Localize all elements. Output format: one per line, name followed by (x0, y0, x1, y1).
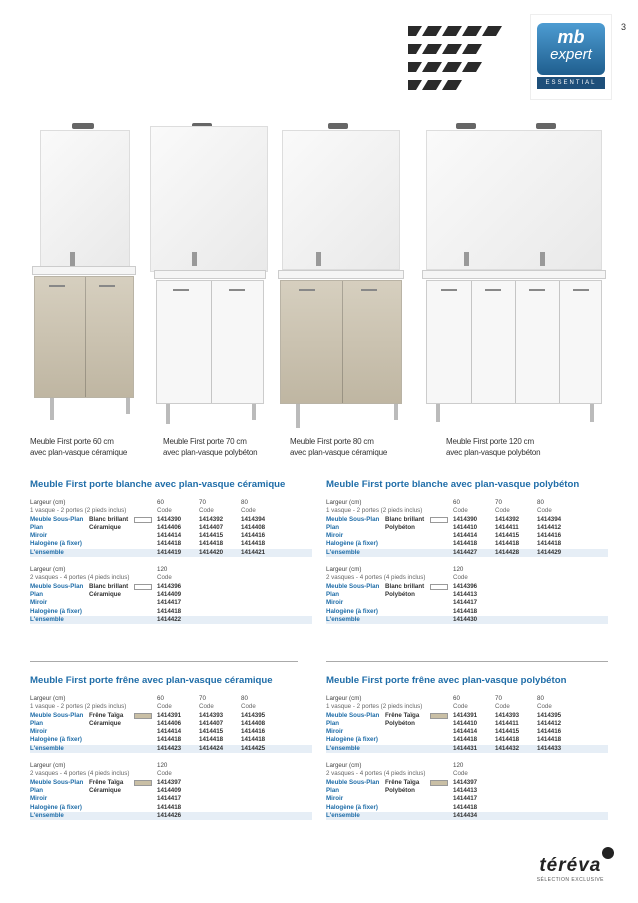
code-cell: 1414418 (453, 607, 478, 615)
tereva-tagline: SÉLECTION EXCLUSIVE (536, 877, 604, 883)
code-cell: 1414427 (453, 548, 478, 556)
section-title: Meuble First porte blanche avec plan-vasque céramique (30, 479, 286, 490)
largeur-label: Largeur (cm) (30, 695, 66, 702)
code-cell: 1414393 (495, 711, 520, 719)
code-cell: 1414418 (453, 540, 478, 548)
row-label: Plan (30, 786, 44, 794)
code-cell: 1414391 (157, 711, 182, 719)
code-cell: 1414412 (537, 719, 562, 727)
color-swatch (430, 584, 448, 590)
table-row (30, 795, 312, 803)
code-cell: 1414418 (199, 540, 224, 548)
caption-line1: Meuble First porte 60 cm (30, 437, 114, 446)
row-label: Miroir (30, 728, 48, 736)
code-label: Code (157, 703, 172, 711)
table-2-vasques (30, 762, 312, 820)
table-row-total (30, 812, 312, 820)
section-blanche-ceramique (30, 479, 312, 633)
color-swatch (430, 713, 448, 719)
divider (30, 661, 298, 662)
table-row (30, 591, 312, 599)
finish-label: Frêne Taïga (385, 778, 420, 786)
sub-label: 1 vasque - 2 portes (2 pieds inclus) (30, 703, 127, 711)
row-label: Meuble Sous-Plan (30, 515, 84, 523)
row-label: Plan (326, 590, 340, 598)
code-label: Code (199, 703, 214, 711)
code-cell: 1414418 (241, 736, 266, 744)
width-120: 120 (453, 566, 464, 574)
table-row-total (326, 745, 608, 753)
material-label: Polybéton (385, 786, 415, 794)
code-cell: 1414415 (495, 532, 520, 540)
code-label: Code (537, 703, 552, 711)
table-2-vasques (30, 566, 312, 624)
row-label: Halogène (à fixer) (30, 736, 82, 744)
color-swatch (134, 780, 152, 786)
code-label: Code (241, 507, 256, 515)
code-cell: 1414425 (241, 744, 266, 752)
table-row (30, 583, 312, 591)
table-2-vasques (326, 566, 608, 624)
table-2-vasques (326, 762, 608, 820)
material-label: Polybéton (385, 590, 415, 598)
finish-label: Blanc brillant (89, 515, 129, 523)
table-row (326, 720, 608, 728)
table-row-total (326, 549, 608, 557)
code-cell: 1414418 (157, 803, 182, 811)
row-label: Meuble Sous-Plan (326, 711, 380, 719)
row-label: Meuble Sous-Plan (30, 711, 84, 719)
color-swatch (430, 780, 448, 786)
row-label: Miroir (326, 532, 344, 540)
code-cell: 1414390 (157, 515, 182, 523)
code-cell: 1414417 (453, 599, 478, 607)
width-80: 80 (241, 499, 248, 506)
code-cell: 1414429 (537, 548, 562, 556)
code-cell: 1414417 (157, 599, 182, 607)
width-120: 120 (157, 566, 168, 574)
sub-label: 1 vasque - 2 portes (2 pieds inclus) (326, 703, 423, 711)
table-row (30, 787, 312, 795)
section-frene-polybeton (326, 675, 608, 829)
mb-expert-logo (530, 14, 612, 100)
table-row (326, 712, 608, 720)
logo-essential: ESSENTIAL (537, 77, 605, 89)
table-1-vasque (30, 695, 312, 753)
code-label: Code (453, 703, 468, 711)
code-cell: 1414397 (453, 778, 478, 786)
table-row (30, 779, 312, 787)
table-row (30, 728, 312, 736)
code-cell: 1414418 (537, 540, 562, 548)
sub-label: 2 vasques - 4 portes (4 pieds inclus) (326, 574, 426, 582)
row-label: Halogène (à fixer) (326, 540, 378, 548)
code-cell: 1414415 (495, 728, 520, 736)
row-label: L'ensemble (30, 548, 64, 556)
row-label: Halogène (à fixer) (30, 540, 82, 548)
table-row (30, 532, 312, 540)
code-cell: 1414426 (157, 811, 182, 819)
code-cell: 1414411 (495, 523, 519, 531)
code-label: Code (157, 770, 172, 778)
code-cell: 1414434 (453, 811, 478, 819)
divider (326, 661, 608, 662)
table-1-vasque (326, 499, 608, 557)
code-cell: 1414390 (453, 515, 478, 523)
code-cell: 1414396 (453, 582, 478, 590)
caption-70 (163, 436, 257, 458)
code-label: Code (157, 574, 172, 582)
code-cell: 1414393 (199, 711, 224, 719)
code-cell: 1414422 (157, 615, 182, 623)
finish-label: Frêne Taïga (89, 778, 124, 786)
width-80: 80 (241, 695, 248, 702)
row-label: Plan (326, 523, 340, 531)
code-cell: 1414407 (199, 523, 224, 531)
caption-line1: Meuble First porte 70 cm (163, 437, 247, 446)
table-row (326, 608, 608, 616)
code-cell: 1414416 (241, 532, 266, 540)
code-cell: 1414414 (453, 728, 478, 736)
row-label: L'ensemble (30, 811, 64, 819)
section-frene-ceramique (30, 675, 312, 829)
row-label: Miroir (326, 795, 344, 803)
code-label: Code (453, 507, 468, 515)
code-cell: 1414407 (199, 719, 224, 727)
code-cell: 1414392 (199, 515, 224, 523)
code-cell: 1414418 (241, 540, 266, 548)
table-row (30, 720, 312, 728)
table-row (326, 795, 608, 803)
row-label: L'ensemble (326, 811, 360, 819)
row-label: Plan (326, 786, 340, 794)
table-row (30, 712, 312, 720)
code-label: Code (453, 770, 468, 778)
material-label: Polybéton (385, 523, 415, 531)
row-label: Plan (326, 719, 340, 727)
material-label: Céramique (89, 590, 121, 598)
code-cell: 1414394 (241, 515, 266, 523)
width-60: 60 (157, 499, 164, 506)
code-cell: 1414397 (157, 778, 182, 786)
code-cell: 1414418 (453, 736, 478, 744)
section-blanche-polybeton (326, 479, 608, 633)
code-cell: 1414418 (537, 736, 562, 744)
table-row (326, 804, 608, 812)
caption-120 (446, 436, 540, 458)
color-swatch (134, 517, 152, 523)
caption-line2: avec plan-vasque polybéton (163, 448, 258, 457)
code-cell: 1414395 (241, 711, 266, 719)
product-image-70 (148, 120, 270, 420)
code-cell: 1414423 (157, 744, 182, 752)
code-cell: 1414417 (453, 795, 478, 803)
code-cell: 1414419 (157, 548, 182, 556)
table-row (30, 599, 312, 607)
table-row (30, 804, 312, 812)
code-cell: 1414410 (453, 719, 478, 727)
largeur-label: Largeur (cm) (326, 499, 362, 506)
finish-label: Frêne Taïga (89, 711, 124, 719)
width-120: 120 (157, 762, 168, 770)
code-cell: 1414418 (495, 736, 520, 744)
code-cell: 1414418 (157, 540, 182, 548)
code-cell: 1414411 (495, 719, 519, 727)
code-cell: 1414417 (157, 795, 182, 803)
width-120: 120 (453, 762, 464, 770)
width-70: 70 (495, 499, 502, 506)
code-label: Code (453, 574, 468, 582)
table-row (326, 779, 608, 787)
caption-line1: Meuble First porte 80 cm (290, 437, 374, 446)
color-swatch (134, 713, 152, 719)
code-cell: 1414431 (453, 744, 478, 752)
code-cell: 1414395 (537, 711, 562, 719)
width-60: 60 (157, 695, 164, 702)
code-label: Code (537, 507, 552, 515)
caption-line2: avec plan-vasque céramique (30, 448, 128, 457)
code-cell: 1414416 (537, 532, 562, 540)
color-swatch (430, 517, 448, 523)
row-label: L'ensemble (326, 548, 360, 556)
table-row-total (30, 745, 312, 753)
material-label: Polybéton (385, 719, 415, 727)
section-title: Meuble First porte frêne avec plan-vasque céramique (30, 675, 273, 686)
table-1-vasque (30, 499, 312, 557)
sub-label: 2 vasques - 4 portes (4 pieds inclus) (326, 770, 426, 778)
row-label: Plan (30, 590, 44, 598)
code-cell: 1414418 (157, 607, 182, 615)
width-60: 60 (453, 499, 460, 506)
chevron-pattern-icon (408, 26, 526, 90)
row-label: Halogène (à fixer) (30, 803, 82, 811)
sub-label: 2 vasques - 4 portes (4 pieds inclus) (30, 770, 130, 778)
row-label: L'ensemble (326, 615, 360, 623)
row-label: Halogène (à fixer) (30, 607, 82, 615)
row-label: L'ensemble (30, 615, 64, 623)
table-row-total (326, 812, 608, 820)
code-cell: 1414414 (453, 532, 478, 540)
table-row (326, 599, 608, 607)
code-cell: 1414418 (199, 736, 224, 744)
finish-label: Blanc brillant (385, 582, 425, 590)
row-label: Halogène (à fixer) (326, 607, 378, 615)
code-label: Code (157, 507, 172, 515)
width-60: 60 (453, 695, 460, 702)
product-image-60 (30, 120, 145, 420)
table-row (30, 736, 312, 744)
largeur-label: Largeur (cm) (30, 499, 66, 506)
code-cell: 1414433 (537, 744, 562, 752)
code-cell: 1414416 (537, 728, 562, 736)
tereva-logo (537, 855, 604, 883)
table-row (326, 787, 608, 795)
table-row-total (30, 616, 312, 624)
code-cell: 1414414 (157, 728, 182, 736)
logo-expert: expert (550, 46, 592, 63)
table-row (30, 516, 312, 524)
code-cell: 1414406 (157, 719, 182, 727)
finish-label: Blanc brillant (385, 515, 425, 523)
table-row-total (326, 616, 608, 624)
row-label: Halogène (à fixer) (326, 736, 378, 744)
caption-line1: Meuble First porte 120 cm (446, 437, 534, 446)
table-row (326, 736, 608, 744)
table-row (326, 524, 608, 532)
row-label: L'ensemble (30, 744, 64, 752)
sub-label: 1 vasque - 2 portes (2 pieds inclus) (30, 507, 127, 515)
code-label: Code (241, 703, 256, 711)
code-cell: 1414409 (157, 786, 182, 794)
finish-label: Frêne Taïga (385, 711, 420, 719)
code-label: Code (495, 507, 510, 515)
material-label: Céramique (89, 719, 121, 727)
code-cell: 1414394 (537, 515, 562, 523)
caption-60 (30, 436, 127, 458)
code-cell: 1414421 (241, 548, 266, 556)
code-cell: 1414420 (199, 548, 224, 556)
row-label: Meuble Sous-Plan (30, 582, 84, 590)
row-label: Meuble Sous-Plan (326, 515, 380, 523)
table-row (326, 516, 608, 524)
tereva-dot-icon (602, 847, 614, 859)
section-title: Meuble First porte frêne avec plan-vasque polybéton (326, 675, 567, 686)
caption-line2: avec plan-vasque céramique (290, 448, 388, 457)
table-row (326, 728, 608, 736)
code-cell: 1414392 (495, 515, 520, 523)
code-cell: 1414391 (453, 711, 478, 719)
table-row (30, 540, 312, 548)
width-80: 80 (537, 499, 544, 506)
table-row (30, 608, 312, 616)
row-label: Halogène (à fixer) (326, 803, 378, 811)
code-cell: 1414418 (453, 803, 478, 811)
product-image-120 (418, 120, 610, 420)
table-row (326, 583, 608, 591)
row-label: Miroir (326, 728, 344, 736)
row-label: Miroir (30, 795, 48, 803)
code-cell: 1414406 (157, 523, 182, 531)
row-label: L'ensemble (326, 744, 360, 752)
row-label: Miroir (30, 532, 48, 540)
code-cell: 1414418 (157, 736, 182, 744)
largeur-label: Largeur (cm) (326, 762, 362, 770)
code-cell: 1414414 (157, 532, 182, 540)
code-cell: 1414396 (157, 582, 182, 590)
material-label: Céramique (89, 786, 121, 794)
width-70: 70 (199, 695, 206, 702)
finish-label: Blanc brillant (89, 582, 129, 590)
code-cell: 1414415 (199, 728, 224, 736)
code-cell: 1414418 (495, 540, 520, 548)
sub-label: 1 vasque - 2 portes (2 pieds inclus) (326, 507, 423, 515)
code-cell: 1414408 (241, 523, 266, 531)
code-cell: 1414424 (199, 744, 224, 752)
largeur-label: Largeur (cm) (30, 762, 66, 770)
code-cell: 1414412 (537, 523, 562, 531)
product-image-80 (276, 120, 406, 420)
caption-80 (290, 436, 387, 458)
code-label: Code (495, 703, 510, 711)
code-cell: 1414408 (241, 719, 266, 727)
code-cell: 1414413 (453, 590, 478, 598)
row-label: Plan (30, 719, 44, 727)
code-cell: 1414413 (453, 786, 478, 794)
code-cell: 1414416 (241, 728, 266, 736)
table-row-total (30, 549, 312, 557)
table-row (326, 540, 608, 548)
row-label: Meuble Sous-Plan (326, 778, 380, 786)
table-row (326, 591, 608, 599)
width-70: 70 (199, 499, 206, 506)
table-row (326, 532, 608, 540)
largeur-label: Largeur (cm) (326, 566, 362, 574)
width-70: 70 (495, 695, 502, 702)
color-swatch (134, 584, 152, 590)
row-label: Miroir (30, 599, 48, 607)
width-80: 80 (537, 695, 544, 702)
code-cell: 1414432 (495, 744, 520, 752)
row-label: Miroir (326, 599, 344, 607)
logo-mb: mb (557, 27, 585, 47)
row-label: Plan (30, 523, 44, 531)
largeur-label: Largeur (cm) (30, 566, 66, 574)
page-number: 3 (620, 22, 626, 32)
caption-line2: avec plan-vasque polybéton (446, 448, 541, 457)
code-cell: 1414409 (157, 590, 182, 598)
row-label: Meuble Sous-Plan (326, 582, 380, 590)
sub-label: 2 vasques - 4 portes (4 pieds inclus) (30, 574, 130, 582)
largeur-label: Largeur (cm) (326, 695, 362, 702)
code-cell: 1414415 (199, 532, 224, 540)
table-1-vasque (326, 695, 608, 753)
code-cell: 1414430 (453, 615, 478, 623)
material-label: Céramique (89, 523, 121, 531)
code-cell: 1414410 (453, 523, 478, 531)
code-label: Code (199, 507, 214, 515)
section-title: Meuble First porte blanche avec plan-vasque polybéton (326, 479, 580, 490)
table-row (30, 524, 312, 532)
tereva-name: téréva (539, 855, 602, 876)
code-cell: 1414428 (495, 548, 520, 556)
row-label: Meuble Sous-Plan (30, 778, 84, 786)
